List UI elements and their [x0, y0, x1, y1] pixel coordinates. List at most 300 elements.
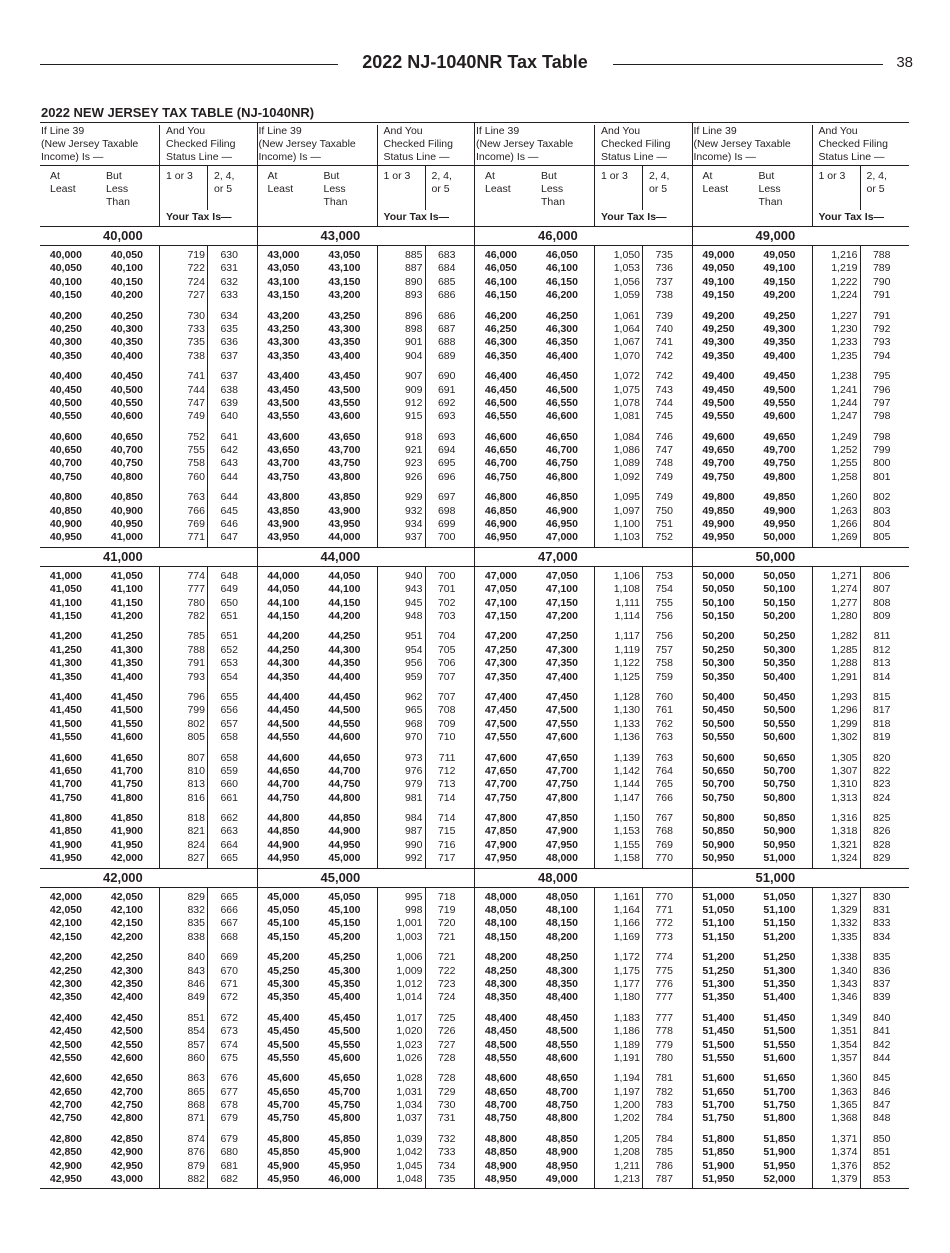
- tax-status-2-4-5: 798: [872, 410, 891, 423]
- tax-status-2-4-5: 807: [872, 583, 891, 596]
- tax-status-2-4-5: 802: [872, 491, 891, 504]
- tax-status-1-or-3: 846: [187, 977, 205, 990]
- but-less-than-value: 43,500: [328, 383, 361, 396]
- at-least-value: 45,950: [267, 1173, 300, 1186]
- status-2-4-5-header-line: 2, 4,: [649, 170, 670, 182]
- at-least-value: 40,250: [49, 322, 82, 335]
- table-column: [257, 123, 475, 1189]
- tax-status-2-4-5: 763: [655, 731, 673, 744]
- at-least-value: 42,350: [49, 991, 82, 1004]
- at-least-value: 48,800: [484, 1132, 517, 1145]
- column-header-bottom: [258, 166, 475, 227]
- tax-status-2-4-5: 700: [437, 531, 456, 544]
- tax-status-2-4-5: 665: [220, 890, 238, 903]
- income-label-line: If Line 39: [41, 125, 85, 137]
- tax-status-2-4-5: 852: [872, 1159, 891, 1172]
- row-group: [693, 424, 910, 485]
- at-least-value: 47,050: [484, 583, 517, 596]
- at-least-value: 43,600: [267, 430, 300, 443]
- but-less-than-value: 50,200: [763, 609, 796, 622]
- at-least-value: 44,400: [267, 690, 300, 703]
- at-least-value: 44,900: [267, 838, 300, 851]
- tax-divider-line: [642, 567, 643, 868]
- tax-status-2-4-5: 714: [437, 812, 456, 825]
- tax-status-1-or-3: 816: [187, 791, 205, 804]
- row-group: [475, 363, 692, 424]
- section-heading: [693, 548, 910, 567]
- at-least-value: 43,550: [267, 410, 300, 423]
- at-least-value: 45,800: [267, 1132, 300, 1145]
- but-less-than-value: 44,800: [328, 791, 361, 804]
- but-less-than-value: 50,250: [763, 630, 796, 643]
- tax-status-2-4-5: 797: [872, 396, 891, 409]
- table-row: [693, 505, 910, 518]
- but-less-than-value: 42,900: [110, 1146, 143, 1159]
- tax-status-1-or-3: 1,205: [613, 1132, 640, 1145]
- table-row: [40, 852, 257, 865]
- table-row: [693, 1146, 910, 1159]
- at-least-value: 50,600: [702, 751, 735, 764]
- table-row: [258, 778, 475, 791]
- tax-status-1-or-3: 1,271: [831, 569, 858, 582]
- but-less-than-value: 42,650: [110, 1072, 143, 1085]
- at-least-value: 43,250: [267, 322, 300, 335]
- table-row: [475, 657, 692, 670]
- income-label: [694, 125, 812, 164]
- row-group: [258, 484, 475, 547]
- but-less-than-value: 45,050: [328, 890, 361, 903]
- at-least-value: 48,000: [484, 890, 517, 903]
- tax-status-1-or-3: 998: [404, 904, 423, 917]
- but-less-than-value: 50,750: [763, 778, 796, 791]
- tax-divider-line: [860, 888, 861, 1189]
- tax-status-1-or-3: 901: [404, 336, 423, 349]
- but-less-than-value: 41,200: [110, 609, 143, 622]
- table-row: [40, 471, 257, 484]
- tax-status-1-or-3: 1,012: [396, 977, 423, 990]
- at-least-value: 42,300: [49, 977, 82, 990]
- section-heading-value: 46,000: [538, 228, 578, 243]
- row-group: [258, 1126, 475, 1189]
- income-label-line: (New Jersey Taxable: [693, 138, 791, 150]
- row-group: [40, 805, 257, 868]
- but-less-than-value: 49,350: [763, 336, 796, 349]
- tax-status-2-4-5: 746: [655, 430, 673, 443]
- tax-status-1-or-3: 1,075: [613, 383, 640, 396]
- tax-status-1-or-3: 882: [187, 1173, 205, 1186]
- tax-status-2-4-5: 674: [220, 1038, 238, 1051]
- table-row: [475, 630, 692, 643]
- at-least-value: 51,850: [702, 1146, 735, 1159]
- at-least-value: 42,050: [49, 904, 82, 917]
- tax-status-1-or-3: 937: [404, 531, 423, 544]
- but-less-than-value: 43,700: [328, 444, 361, 457]
- but-less-than-value: 45,550: [328, 1038, 361, 1051]
- but-less-than-value: 51,500: [763, 1025, 796, 1038]
- income-bracket-section: [475, 227, 692, 548]
- but-less-than-value: 43,850: [328, 491, 361, 504]
- table-row: [693, 951, 910, 964]
- but-less-than-value: 40,400: [110, 349, 143, 362]
- but-less-than-value: 43,000: [110, 1173, 143, 1186]
- at-least-value: 50,850: [702, 825, 735, 838]
- tax-status-2-4-5: 675: [220, 1051, 238, 1064]
- tax-status-2-4-5: 713: [437, 778, 456, 791]
- at-least-value: 51,800: [702, 1132, 735, 1145]
- at-least-value: 41,150: [49, 609, 82, 622]
- tax-status-2-4-5: 738: [655, 289, 673, 302]
- tax-status-1-or-3: 912: [404, 396, 423, 409]
- at-least-value: 46,150: [484, 289, 517, 302]
- table-row: [475, 457, 692, 470]
- tax-status-1-or-3: 1,343: [831, 977, 858, 990]
- tax-status-1-or-3: 1,255: [831, 457, 858, 470]
- at-least-value: 41,100: [49, 596, 82, 609]
- but-less-than-value: 41,500: [110, 704, 143, 717]
- tax-status-1-or-3: 791: [187, 657, 205, 670]
- but-less-than-value: 50,900: [763, 825, 796, 838]
- but-less-than-value: 46,700: [545, 444, 578, 457]
- tax-status-1-or-3: 1,100: [613, 518, 640, 531]
- tax-status-1-or-3: 1,360: [831, 1072, 858, 1085]
- section-heading: [40, 869, 257, 888]
- but-less-than-value: 43,550: [328, 396, 361, 409]
- tax-status-2-4-5: 813: [872, 657, 891, 670]
- but-less-than-value: 43,350: [328, 336, 361, 349]
- table-row: [258, 1112, 475, 1125]
- at-least-value: 47,900: [484, 838, 517, 851]
- at-least-value: 44,600: [267, 751, 300, 764]
- tax-status-1-or-3: 1,335: [831, 930, 858, 943]
- but-less-than-value: 40,600: [110, 410, 143, 423]
- at-least-value: 42,100: [49, 917, 82, 930]
- tax-status-2-4-5: 798: [872, 430, 891, 443]
- at-least-value: 43,500: [267, 396, 300, 409]
- tax-status-2-4-5: 657: [220, 717, 238, 730]
- tax-divider-line: [594, 567, 595, 868]
- tax-status-2-4-5: 695: [437, 457, 456, 470]
- tax-status-1-or-3: 1,349: [831, 1011, 858, 1024]
- at-least-value: 42,500: [49, 1038, 82, 1051]
- tax-status-1-or-3: 1,293: [831, 690, 858, 703]
- but-less-than-value: 51,850: [763, 1132, 796, 1145]
- at-least-value: 44,500: [267, 717, 300, 730]
- row-group: [475, 684, 692, 745]
- table-row: [258, 644, 475, 657]
- tax-status-1-or-3: 854: [187, 1025, 205, 1038]
- filing-status-label-line: Status Line —: [383, 151, 450, 163]
- table-row: [693, 262, 910, 275]
- tax-status-1-or-3: 1,039: [396, 1132, 423, 1145]
- filing-status-label-line: And You: [601, 125, 641, 137]
- table-row: [258, 505, 475, 518]
- table-row: [693, 644, 910, 657]
- but-less-than-value: 51,900: [763, 1146, 796, 1159]
- column-header-top: [475, 123, 692, 166]
- tax-status-2-4-5: 839: [872, 991, 891, 1004]
- tax-status-2-4-5: 822: [872, 764, 891, 777]
- tax-status-1-or-3: 749: [187, 410, 205, 423]
- tax-status-2-4-5: 775: [655, 964, 673, 977]
- section-body: [258, 246, 475, 547]
- tax-status-2-4-5: 757: [655, 643, 673, 656]
- but-less-than-value: 42,000: [110, 852, 143, 865]
- but-less-than-value: 47,550: [545, 717, 578, 730]
- row-group: [693, 888, 910, 945]
- but-less-than-value: 48,500: [545, 1025, 578, 1038]
- table-row: [693, 457, 910, 470]
- tax-status-1-or-3: 1,045: [396, 1159, 423, 1172]
- at-least-value: 50,550: [702, 731, 735, 744]
- tax-status-1-or-3: 1,266: [831, 518, 858, 531]
- table-row: [258, 704, 475, 717]
- table-row: [475, 397, 692, 410]
- table-row: [258, 397, 475, 410]
- tax-status-2-4-5: 665: [220, 852, 238, 865]
- but-less-than-value: 50,050: [763, 569, 796, 582]
- tax-status-2-4-5: 828: [872, 838, 891, 851]
- tax-status-1-or-3: 1,305: [831, 751, 858, 764]
- at-least-value: 45,600: [267, 1072, 300, 1085]
- table-row: [693, 630, 910, 643]
- filing-status-label-line: And You: [166, 125, 206, 137]
- row-group: [475, 567, 692, 624]
- tax-divider-line: [159, 567, 160, 868]
- tax-status-2-4-5: 716: [437, 838, 456, 851]
- row-group: [40, 684, 257, 745]
- tax-status-1-or-3: 722: [187, 262, 205, 275]
- row-group: [40, 303, 257, 364]
- at-least-value: 50,650: [702, 764, 735, 777]
- at-least-value: 48,650: [484, 1085, 517, 1098]
- but-less-than-value: 49,950: [763, 518, 796, 531]
- at-least-value: 43,800: [267, 491, 300, 504]
- at-least-value: 40,200: [49, 309, 82, 322]
- tax-status-1-or-3: 959: [404, 670, 423, 683]
- tax-status-2-4-5: 687: [437, 322, 456, 335]
- table-row: [258, 350, 475, 363]
- tax-status-2-4-5: 773: [655, 930, 673, 943]
- table-row: [258, 691, 475, 704]
- tax-status-1-or-3: 904: [404, 349, 423, 362]
- table-row: [40, 644, 257, 657]
- at-least-value: 42,250: [49, 964, 82, 977]
- table-row: [475, 262, 692, 275]
- at-least-value: 45,150: [267, 930, 300, 943]
- table-row: [693, 718, 910, 731]
- but-less-than-header-line: Less: [758, 183, 781, 195]
- tax-status-1-or-3: 727: [187, 289, 205, 302]
- but-less-than-value: 49,600: [763, 410, 796, 423]
- at-least-value: 40,150: [49, 289, 82, 302]
- at-least-value: 47,850: [484, 825, 517, 838]
- row-group: [475, 1005, 692, 1066]
- tax-status-2-4-5: 826: [872, 825, 891, 838]
- income-label-line: Income) Is —: [41, 151, 104, 163]
- at-least-value: 42,750: [49, 1112, 82, 1125]
- at-least-value: 49,900: [702, 518, 735, 531]
- income-bracket-section: [40, 548, 257, 869]
- but-less-than-value: 45,650: [328, 1072, 361, 1085]
- row-group: [258, 1005, 475, 1066]
- but-less-than-value: 46,650: [545, 430, 578, 443]
- row-group: [258, 1065, 475, 1126]
- table-row: [693, 597, 910, 610]
- at-least-value: 46,950: [484, 531, 517, 544]
- income-label-line: If Line 39: [693, 125, 737, 137]
- tax-status-2-4-5: 672: [220, 991, 238, 1004]
- table-row: [693, 397, 910, 410]
- tax-status-1-or-3: 948: [404, 609, 423, 622]
- but-less-than-value: 40,850: [110, 491, 143, 504]
- table-row: [475, 384, 692, 397]
- at-least-value: 45,650: [267, 1085, 300, 1098]
- tax-status-1-or-3: 763: [187, 491, 205, 504]
- table-row: [693, 471, 910, 484]
- table-row: [258, 1086, 475, 1099]
- tax-status-1-or-3: 1,114: [614, 609, 640, 622]
- row-group: [693, 303, 910, 364]
- at-least-value: 50,400: [702, 690, 735, 703]
- table-row: [40, 384, 257, 397]
- table-row: [258, 852, 475, 865]
- table-row: [40, 731, 257, 744]
- at-least-value: 43,300: [267, 336, 300, 349]
- section-body: [693, 246, 910, 547]
- but-less-than-value: 48,850: [545, 1132, 578, 1145]
- at-least-value: 51,000: [702, 890, 735, 903]
- at-least-value: 47,450: [484, 704, 517, 717]
- tax-status-2-4-5: 630: [220, 249, 238, 261]
- at-least-value: 50,200: [702, 630, 735, 643]
- table-row: [693, 991, 910, 1004]
- but-less-than-value: 51,250: [763, 951, 796, 964]
- table-row: [40, 323, 257, 336]
- table-row: [258, 610, 475, 623]
- table-row: [693, 1052, 910, 1065]
- at-least-value: 43,150: [267, 289, 300, 302]
- but-less-than-header-line: Less: [106, 183, 129, 195]
- but-less-than-value: 51,550: [763, 1038, 796, 1051]
- tax-status-1-or-3: 1,299: [831, 717, 858, 730]
- table-row: [40, 891, 257, 904]
- but-less-than-value: 46,250: [545, 309, 578, 322]
- table-row: [40, 965, 257, 978]
- tax-status-2-4-5: 734: [437, 1159, 456, 1172]
- tax-status-1-or-3: 1,200: [613, 1099, 640, 1112]
- tax-status-1-or-3: 921: [404, 444, 423, 457]
- tax-status-1-or-3: 780: [187, 596, 205, 609]
- tax-status-2-4-5: 700: [437, 569, 456, 582]
- tax-status-2-4-5: 703: [437, 609, 456, 622]
- but-less-than-value: 49,300: [763, 322, 796, 335]
- at-least-value: 46,850: [484, 504, 517, 517]
- but-less-than-value: 50,350: [763, 657, 796, 670]
- at-least-value: 48,250: [484, 964, 517, 977]
- income-bracket-section: [40, 227, 257, 548]
- section-heading: [40, 548, 257, 567]
- at-least-value: 48,150: [484, 930, 517, 943]
- section-heading-value: 50,000: [755, 548, 796, 564]
- tax-status-2-4-5: 786: [655, 1159, 673, 1172]
- at-least-value: 41,700: [49, 778, 82, 791]
- tax-status-1-or-3: 918: [404, 430, 423, 443]
- tax-status-2-4-5: 705: [437, 643, 456, 656]
- but-less-than-value: 41,250: [110, 630, 143, 643]
- but-less-than-value: 45,850: [328, 1132, 361, 1145]
- but-less-than-value: 42,600: [110, 1051, 143, 1064]
- row-group: [693, 246, 910, 303]
- tax-status-1-or-3: 1,285: [831, 643, 858, 656]
- tax-status-1-or-3: 1,252: [831, 444, 858, 457]
- tax-status-2-4-5: 648: [220, 569, 238, 582]
- tax-status-1-or-3: 1,037: [396, 1112, 423, 1125]
- but-less-than-value: 47,250: [545, 630, 578, 643]
- tax-status-2-4-5: 851: [872, 1146, 891, 1159]
- tax-status-1-or-3: 829: [187, 890, 205, 903]
- at-least-value: 46,050: [484, 262, 517, 275]
- tax-status-2-4-5: 820: [872, 751, 891, 764]
- table-row: [40, 262, 257, 275]
- column-header-bottom: [40, 166, 257, 227]
- table-row: [475, 731, 692, 744]
- income-label-line: Income) Is —: [258, 151, 321, 163]
- table-row: [693, 671, 910, 684]
- table-row: [40, 1012, 257, 1025]
- but-less-than-value: 46,750: [545, 457, 578, 470]
- but-less-than-value: 48,000: [545, 852, 578, 865]
- but-less-than-value: 51,600: [763, 1051, 796, 1064]
- tax-status-2-4-5: 708: [437, 704, 456, 717]
- tax-status-2-4-5: 753: [655, 569, 673, 582]
- table-row: [475, 491, 692, 504]
- tax-status-2-4-5: 644: [220, 491, 238, 504]
- row-group: [40, 1005, 257, 1066]
- but-less-than-value: 42,300: [110, 964, 143, 977]
- table-row: [258, 370, 475, 383]
- at-least-value: 47,100: [484, 596, 517, 609]
- at-least-value: 45,000: [267, 890, 300, 903]
- at-least-value: 43,900: [267, 518, 300, 531]
- tax-status-1-or-3: 876: [187, 1146, 205, 1159]
- row-group: [475, 623, 692, 684]
- but-less-than-value: 48,700: [545, 1085, 578, 1098]
- table-row: [258, 825, 475, 838]
- tax-status-2-4-5: 829: [872, 852, 891, 865]
- status-2-4-5-header-line: or 5: [431, 183, 450, 195]
- at-least-value: 49,400: [702, 370, 735, 383]
- table-row: [475, 336, 692, 349]
- but-less-than-value: 44,750: [328, 778, 361, 791]
- tax-status-2-4-5: 769: [655, 838, 673, 851]
- tax-divider-line: [812, 888, 813, 1189]
- tax-status-2-4-5: 742: [655, 349, 673, 362]
- but-less-than-value: 49,150: [763, 275, 796, 288]
- tax-status-1-or-3: 965: [404, 704, 423, 717]
- tax-status-2-4-5: 785: [655, 1146, 673, 1159]
- table-row: [258, 812, 475, 825]
- tax-status-1-or-3: 962: [404, 690, 423, 703]
- but-less-than-value: 45,500: [328, 1025, 361, 1038]
- but-less-than-value: 49,000: [545, 1173, 578, 1186]
- at-least-value: 44,000: [267, 569, 300, 582]
- at-least-value: 40,700: [49, 457, 82, 470]
- but-less-than-value: 46,550: [545, 396, 578, 409]
- tax-status-2-4-5: 642: [220, 444, 238, 457]
- row-group: [258, 567, 475, 624]
- table-row: [693, 336, 910, 349]
- tax-divider-line: [207, 567, 208, 868]
